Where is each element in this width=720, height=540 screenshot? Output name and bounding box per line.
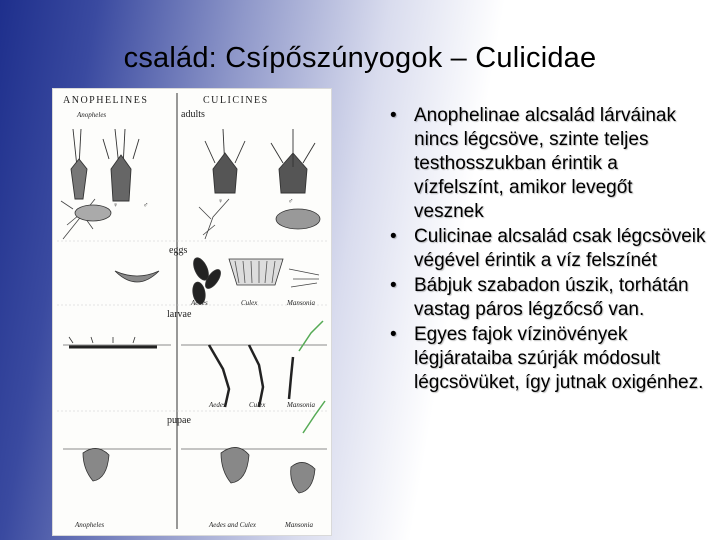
slide-title: család: Csípőszúnyogok – Culicidae bbox=[123, 42, 597, 74]
larva-aedes bbox=[209, 345, 229, 407]
caption-pupae-aedes-culex: Aedes and Culex bbox=[209, 521, 257, 529]
header-culicines: CULICINES bbox=[203, 95, 269, 106]
bullet-list bbox=[386, 104, 706, 396]
egg-anopheles-raft bbox=[115, 271, 159, 282]
stage-pupae: pupae bbox=[167, 415, 191, 426]
egg-anopheles-top bbox=[75, 205, 111, 221]
mosquito-lifecycle-figure bbox=[52, 88, 332, 536]
caption-female-left: ♀ bbox=[113, 201, 119, 209]
caption-pupae-anopheles: Anopheles bbox=[75, 521, 105, 529]
bullet-dot: • bbox=[390, 105, 397, 126]
bullet-dot: • bbox=[390, 275, 397, 296]
caption-larvae-aedes: Aedes bbox=[209, 401, 226, 409]
eggs-row bbox=[115, 256, 319, 305]
pupa-mansonia bbox=[291, 462, 315, 493]
caption-female-right: ♀ bbox=[218, 197, 224, 205]
bullet-dot: • bbox=[390, 226, 397, 247]
caption-eggs-mansonia: Mansonia bbox=[287, 299, 315, 307]
caption-eggs-aedes: Aedes bbox=[191, 299, 208, 307]
bullet-item bbox=[386, 104, 706, 224]
larva-mansonia bbox=[289, 357, 293, 399]
egg-mansonia bbox=[289, 269, 319, 287]
caption-pupae-mansonia: Mansonia bbox=[285, 521, 313, 529]
wing-shape bbox=[276, 209, 320, 229]
caption-eggs-culex: Culex bbox=[241, 299, 258, 307]
bullet-text: Anophelinae alcsalád lárváinak nincs légcsöve, szinte teljes testhosszukban érintik a vízfelszínt, amikor levegőt vesznek bbox=[414, 105, 676, 222]
pupae-row bbox=[63, 401, 327, 493]
stage-larvae: larvae bbox=[167, 309, 192, 320]
plant-stem bbox=[299, 321, 323, 351]
bullet-text: Bábjuk szabadon úszik, torhátán vastag páros légzőcső van. bbox=[414, 275, 689, 320]
larvae-row bbox=[63, 321, 327, 407]
caption-larvae-mansonia: Mansonia bbox=[287, 401, 315, 409]
pupa-anopheles bbox=[83, 448, 109, 481]
caption-male-right: ♂ bbox=[288, 197, 294, 205]
larva-culex bbox=[249, 345, 266, 409]
header-anophelines: ANOPHELINES bbox=[63, 95, 149, 106]
bullet-item bbox=[386, 225, 706, 273]
bullet-item bbox=[386, 274, 706, 322]
stage-adults: adults bbox=[181, 109, 205, 120]
adult-culicine-resting bbox=[199, 199, 229, 239]
caption-larvae-culex: Culex bbox=[249, 401, 266, 409]
stage-eggs: eggs bbox=[169, 245, 188, 256]
caption-male-left: ♂ bbox=[143, 201, 149, 209]
caption-anopheles-top: Anopheles bbox=[77, 111, 107, 119]
adult-heads-anopheles bbox=[71, 129, 139, 201]
adult-heads-culicines bbox=[205, 129, 315, 193]
bullet-item bbox=[386, 323, 706, 395]
lifecycle-drawing bbox=[53, 89, 331, 535]
bullet-dot: • bbox=[390, 324, 397, 345]
bullet-text: Culicinae alcsalád csak légcsöveik végével érintik a víz felszínét bbox=[414, 226, 706, 271]
pupa-aedes-culex bbox=[221, 447, 249, 483]
bullet-text: Egyes fajok vízinövények légjárataiba szúrják módosult légcsövüket, így jutnak oxigénhez. bbox=[414, 324, 704, 393]
